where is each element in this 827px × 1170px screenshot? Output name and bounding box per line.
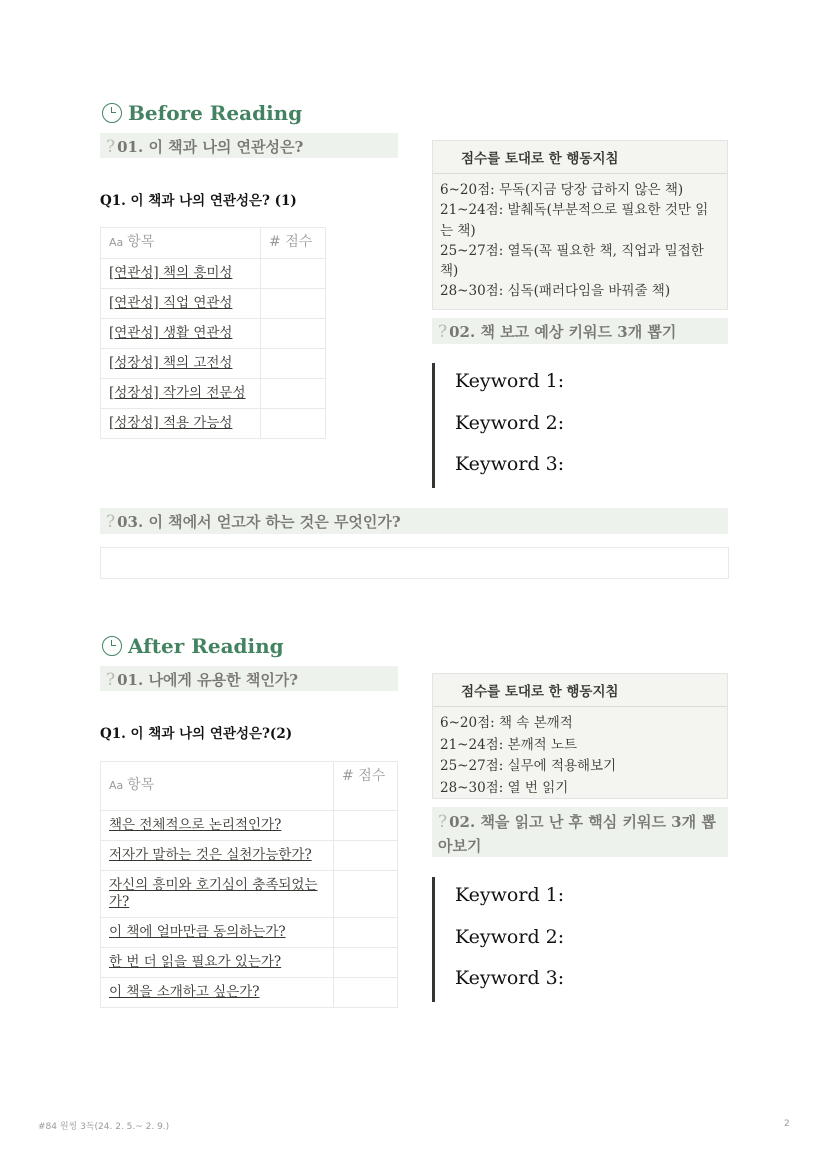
text-property-icon: Aa	[109, 779, 124, 793]
table-row	[101, 409, 326, 439]
table-item-cell[interactable]: 한 번 더 읽을 필요가 있는가?	[101, 948, 334, 978]
guide-line: 21~24점: 발췌독(부분적으로 필요한 것만 읽는 책)	[440, 202, 709, 239]
before-q01-callout	[100, 133, 398, 158]
before-q02-callout	[432, 318, 728, 344]
score-cell[interactable]	[334, 948, 398, 978]
before-q02-text: 02. 책 보고 예상 키워드 3개 뽑기	[449, 323, 677, 341]
guide-body	[433, 707, 727, 805]
table-item-cell[interactable]: [연관성] 직업 연관성	[101, 289, 261, 319]
before-q1-label: Q1. 이 책과 나의 연관성은? (1)	[100, 193, 297, 209]
item-column-header: Aa 항목	[101, 228, 261, 259]
table-item-cell[interactable]: 저자가 말하는 것은 실천가능한가?	[101, 841, 334, 871]
table-item-cell[interactable]: [성장성] 작가의 전문성	[101, 379, 261, 409]
guide-title: 점수를 토대로 한 행동지침	[433, 674, 727, 707]
keyword-line[interactable]: Keyword 2:	[455, 411, 565, 434]
after-q02-callout	[432, 807, 728, 857]
footer-document-title: #84 원씽 3독(24. 2. 5.~ 2. 9.)	[38, 1122, 170, 1132]
clock-icon	[102, 103, 122, 123]
guide-line: 6~20점: 무독(지금 당장 급하지 않은 책)	[440, 182, 684, 198]
keyword-line[interactable]: Keyword 1:	[455, 884, 565, 906]
before-q03-text: 03. 이 책에서 얻고자 하는 것은 무엇인가?	[117, 513, 401, 531]
number-property-icon: #	[269, 234, 281, 250]
before-reading-title: Before Reading	[128, 101, 303, 125]
table-row	[101, 319, 326, 349]
question-mark-icon: ?	[106, 670, 116, 690]
table-row	[101, 811, 398, 841]
table-row	[101, 289, 326, 319]
score-cell[interactable]	[261, 379, 326, 409]
before-keywords-quote	[432, 363, 705, 488]
guide-line: 21~24점: 본깨적 노트	[440, 736, 578, 753]
item-column-header: Aa 항목	[101, 762, 334, 811]
table-row	[101, 841, 398, 871]
before-score-table	[100, 227, 326, 439]
guide-body	[433, 174, 727, 308]
keyword-line[interactable]: Keyword 3:	[455, 453, 565, 475]
before-action-guide	[432, 140, 728, 310]
score-cell[interactable]	[334, 811, 398, 841]
table-item-cell[interactable]: 이 책에 얼마만큼 동의하는가?	[101, 918, 334, 948]
table-row	[101, 948, 398, 978]
guide-line: 25~27점: 실무에 적용해보기	[440, 758, 617, 775]
score-column-header: # 점수	[334, 762, 398, 811]
before-reading-heading	[102, 101, 302, 125]
keyword-line[interactable]: Keyword 3:	[455, 967, 565, 989]
after-q01-text: 01. 나에게 유용한 책인가?	[117, 671, 299, 689]
guide-title: 점수를 토대로 한 행동지침	[433, 141, 727, 174]
question-mark-icon: ?	[438, 812, 448, 832]
after-q1-label: Q1. 이 책과 나의 연관성은?(2)	[100, 726, 293, 742]
keyword-line[interactable]: Keyword 1:	[455, 370, 565, 392]
table-row	[101, 871, 398, 918]
clock-icon	[102, 636, 122, 656]
guide-line: 28~30점: 심독(패러다임을 바꿔줄 책)	[440, 283, 671, 300]
guide-line: 25~27점: 열독(꼭 필요한 책, 직업과 밀접한 책)	[440, 242, 704, 279]
table-header-row	[101, 228, 326, 259]
score-column-header: # 점수	[261, 228, 326, 259]
score-cell[interactable]	[334, 871, 398, 918]
before-q03-callout	[100, 508, 728, 534]
score-cell[interactable]	[334, 841, 398, 871]
score-cell[interactable]	[261, 289, 326, 319]
score-cell[interactable]	[261, 259, 326, 289]
before-q01-text: 01. 이 책과 나의 연관성은?	[117, 138, 304, 156]
table-item-cell[interactable]: [성장성] 적용 가능성	[101, 409, 261, 439]
footer-page-number: 2	[784, 1119, 790, 1129]
after-reading-heading	[102, 634, 284, 658]
text-property-icon: Aa	[109, 236, 124, 249]
after-score-table	[100, 761, 398, 1008]
guide-line: 6~20점: 책 속 본깨적	[440, 715, 573, 731]
score-cell[interactable]	[261, 409, 326, 439]
question-mark-icon: ?	[106, 137, 116, 157]
score-cell[interactable]	[334, 918, 398, 948]
table-row	[101, 259, 326, 289]
score-cell[interactable]	[334, 978, 398, 1008]
after-q01-callout	[100, 666, 398, 691]
after-action-guide	[432, 673, 728, 799]
question-mark-icon: ?	[106, 512, 116, 532]
before-q03-answer-box[interactable]	[100, 547, 729, 579]
table-item-cell[interactable]: 책은 전체적으로 논리적인가?	[101, 811, 334, 841]
table-row	[101, 349, 326, 379]
after-q02-text: 02. 책을 읽고 난 후 핵심 키워드 3개 뽑아보기	[438, 813, 716, 855]
keyword-line[interactable]: Keyword 2:	[455, 925, 565, 948]
table-item-cell[interactable]: 이 책을 소개하고 싶은가?	[101, 978, 334, 1008]
question-mark-icon: ?	[438, 322, 448, 342]
table-item-cell[interactable]: 자신의 흥미와 호기심이 충족되었는가?	[101, 871, 334, 918]
table-row	[101, 978, 398, 1008]
after-reading-title: After Reading	[128, 634, 284, 658]
table-row	[101, 379, 326, 409]
score-cell[interactable]	[261, 319, 326, 349]
after-keywords-quote	[432, 877, 705, 1002]
table-row	[101, 918, 398, 948]
score-cell[interactable]	[261, 349, 326, 379]
number-property-icon: #	[342, 768, 354, 784]
table-item-cell[interactable]: [연관성] 생활 연관성	[101, 319, 261, 349]
table-header-row	[101, 762, 398, 811]
table-item-cell[interactable]: [성장성] 책의 고전성	[101, 349, 261, 379]
guide-line: 28~30점: 열 번 읽기	[440, 779, 569, 796]
table-item-cell[interactable]: [연관성] 책의 흥미성	[101, 259, 261, 289]
